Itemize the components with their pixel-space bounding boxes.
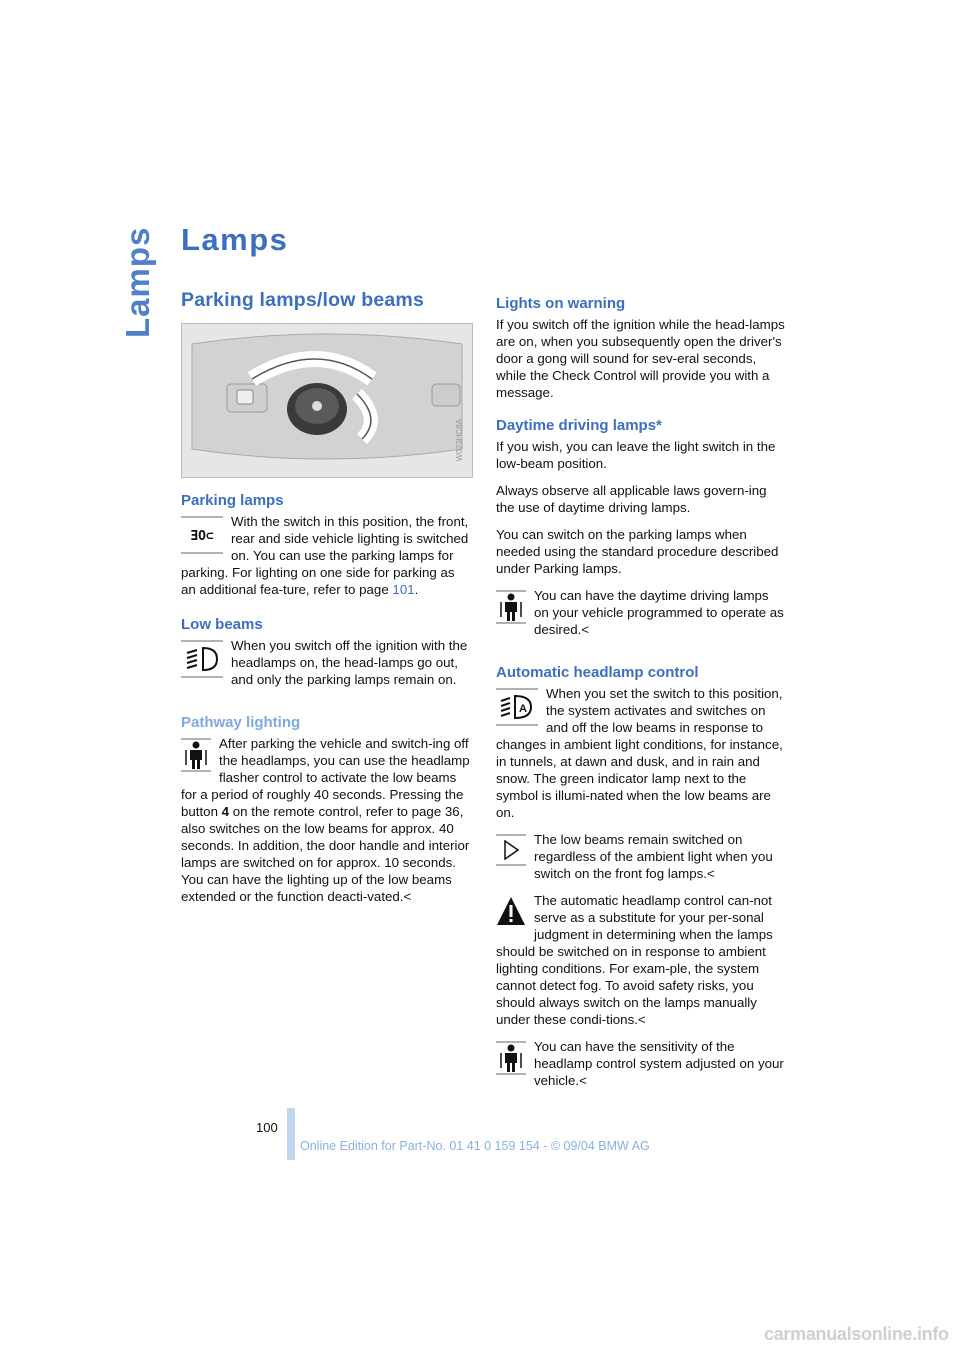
auto-headlamp-text-1: When you set the switch to this position, the system activates and switches on and off the low beams in response to changes in ambient light conditions, for instance, in tunnels, at dawn and dusk, and in rain and snow. The green indicator lamp next to the symbol is illumi-nated when the low beams are on. — [496, 686, 783, 820]
service-person-icon — [496, 589, 526, 629]
light-switch-illustration — [182, 324, 472, 477]
light-switch-photo — [181, 323, 473, 478]
subheading-daytime-lamps: Daytime driving lamps* — [496, 417, 662, 434]
side-tab: Lamps — [119, 226, 156, 338]
photo-code: W023HC8A — [455, 419, 464, 462]
parking-lamps-text-end: . — [414, 582, 419, 597]
watermark: carmanualsonline.info — [764, 1324, 949, 1344]
daytime-text-2: Always observe all applicable laws govern-ing the use of daytime driving lamps. — [496, 483, 767, 515]
svg-text:ƎO⊂: ƎO⊂ — [190, 529, 214, 544]
low-beams-text: When you switch off the ignition with the headlamps on, the head-lamps go out, and only the parking lamps remain on. — [231, 638, 468, 687]
button-4-label: 4 — [221, 804, 230, 819]
pathway-text: After parking the vehicle and switch-ing off the headlamps, you can use the headlamp flasher control to activate the low beams for a period of roughly 40 seconds. Pressing the button — [181, 736, 470, 819]
auto-headlamp-text-4: You can have the sensitivity of the headlamp control system adjusted on your vehicle.< — [534, 1039, 784, 1088]
footer-edition: Online Edition for Part-No. 01 41 0 159 154 - © 09/04 BMW AG — [300, 1139, 650, 1153]
page-101-link[interactable]: 101 — [392, 582, 415, 597]
warning-triangle-icon — [496, 894, 526, 934]
subheading-auto-headlamp: Automatic headlamp control — [496, 664, 699, 681]
right-column — [496, 292, 786, 1099]
subheading-low-beams: Low beams — [181, 616, 263, 633]
left-column — [181, 289, 471, 905]
daytime-text-3: You can switch on the parking lamps when needed using the standard procedure described under Parking lamps. — [496, 527, 779, 576]
section-heading-parking-low: Parking lamps/low beams — [181, 289, 425, 311]
subheading-parking-lamps: Parking lamps — [181, 492, 284, 509]
auto-headlamp-text-2: The low beams remain switched on regardless of the ambient light when you switch on the front fog lamps.< — [534, 832, 773, 881]
pathway-text-cont: on the remote control, refer to page 36, also switches on the low beams for approx. 40 seconds. In addition, the door handle and interior lamps are switched on for approx. 10 seconds. — [181, 804, 470, 870]
daytime-text-1: If you wish, you can leave the light switch in the low-beam position. — [496, 439, 776, 471]
low-beams-icon — [181, 639, 223, 679]
note-arrow-icon — [496, 833, 526, 873]
subheading-pathway-lighting: Pathway lighting — [181, 714, 301, 731]
auto-headlamp-warning-text: The automatic headlamp control can-not serve as a substitute for your per-sonal judgment in determining when the lamps should be switched on in response to ambient lighting conditions. For exam-ple, the system cannot detect fog. To avoid safety risks, you should always switch on the lamps manually under these condi-tions.< — [496, 893, 773, 1027]
subheading-lights-on-warning: Lights on warning — [496, 295, 626, 312]
service-person-icon — [181, 737, 211, 777]
auto-headlamp-icon — [496, 687, 538, 727]
lights-on-warning-text: If you switch off the ignition while the head-lamps are on, when you subsequently open the driver's door a gong will sound for sev-eral seconds, while the Check Control will provide you with a message. — [496, 317, 785, 400]
parking-lamps-text: With the switch in this position, the front, rear and side vehicle lighting is switched on. You can use the parking lamps for parking. For lighting on one side for parking as an additional fea-ture, refer to page — [181, 514, 469, 597]
page-title: Lamps — [181, 222, 289, 257]
page-number: 100 — [256, 1120, 278, 1135]
svg-text:A: A — [519, 703, 527, 715]
daytime-text-4: You can have the daytime driving lamps on your vehicle programmed to operate as desired.< — [534, 588, 784, 637]
pathway-text-extended: You can have the lighting up of the low beams extended or the function deacti-vated.< — [181, 872, 452, 904]
footer-bar — [287, 1108, 295, 1160]
parking-lamps-icon — [181, 515, 223, 555]
service-person-icon — [496, 1040, 526, 1080]
